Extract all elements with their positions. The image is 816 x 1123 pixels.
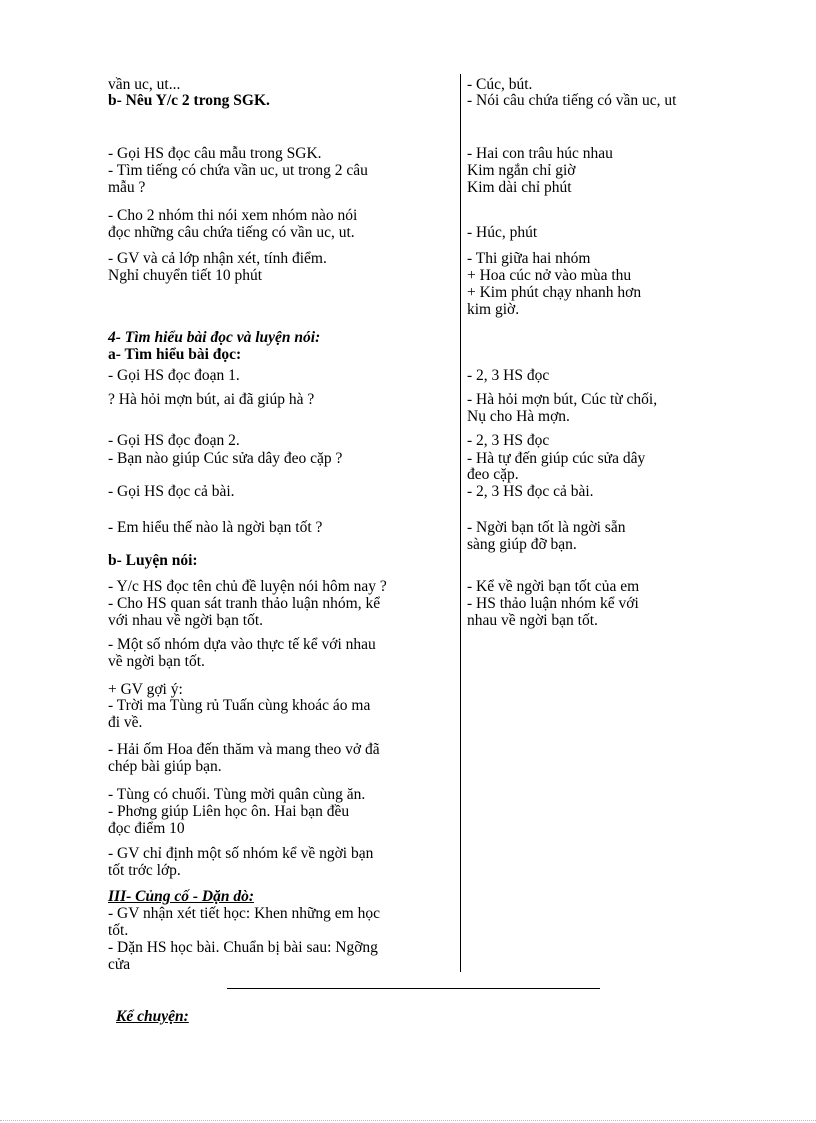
teacher-text-line: b- Luyện nói: [108,552,198,569]
student-text-line: - Ngời bạn tốt là ngời sẵn [467,519,626,536]
teacher-text-line: - Gọi HS đọc cả bài. [108,483,235,500]
teacher-text-line: tốt trớc lớp. [108,862,181,879]
student-text-line: - 2, 3 HS đọc [467,432,550,449]
student-text-line: + Kim phút chạy nhanh hơn [467,284,642,301]
student-text-line: - Thi giữa hai nhóm [467,250,591,267]
teacher-text-line: - Cho 2 nhóm thi nói xem nhóm nào nói [108,207,358,224]
teacher-text-line: ? Hà hỏi mợn bút, ai đã giúp hà ? [108,391,315,408]
teacher-text-line: - Bạn nào giúp Cúc sửa dây đeo cặp ? [108,450,343,467]
student-text-line: - 2, 3 HS đọc cả bài. [467,483,594,500]
student-text-line: - Hà tự đến giúp cúc sửa dây [467,450,646,467]
teacher-text-line: - Trời ma Tùng rủ Tuấn cùng khoác áo ma [108,697,371,714]
teacher-text-line: vần uc, ut... [108,76,181,93]
student-text-line: - Nói câu chứa tiếng có vần uc, ut [467,92,677,109]
student-text-line: - Cúc, bút. [467,76,533,93]
student-text-line: Nụ cho Hà mợn. [467,408,570,425]
teacher-text-line: - GV nhận xét tiết học: Khen những em học [108,905,380,922]
teacher-text-line: - Gọi HS đọc câu mẫu trong SGK. [108,145,322,162]
student-text-line: - Hà hỏi mợn bút, Cúc từ chối, [467,391,658,408]
teacher-text-line: - GV chỉ định một số nhóm kể về ngời bạn [108,845,374,862]
teacher-text-line: về ngời bạn tốt. [108,653,205,670]
teacher-text-line: cửa [108,956,131,973]
teacher-text-line: - Một số nhóm dựa vào thực tế kể với nhau [108,636,376,653]
teacher-text-line: chép bài giúp bạn. [108,758,222,775]
section-separator-line [227,988,600,989]
student-text-line: - HS thảo luận nhóm kể với [467,595,639,612]
teacher-text-line: - Em hiểu thế nào là ngời bạn tốt ? [108,519,323,536]
teacher-text-line: - Cho HS quan sát tranh thảo luận nhóm, kể [108,595,381,612]
teacher-text-line: III- Củng cố - Dặn dò: [108,888,254,905]
teacher-text-line: - Gọi HS đọc đoạn 2. [108,432,240,449]
student-text-line: - Húc, phút [467,224,538,241]
student-text-line: nhau về ngời bạn tốt. [467,612,598,629]
teacher-text-line: - Tìm tiếng có chứa vần uc, ut trong 2 câu [108,162,368,179]
teacher-text-line: với nhau về ngời bạn tốt. [108,612,264,629]
teacher-text-line: - Y/c HS đọc tên chủ đề luyện nói hôm nay ? [108,578,387,595]
teacher-text-line: tốt. [108,922,129,939]
teacher-text-line: đọc những câu chứa tiếng có vần uc, ut. [108,224,355,241]
teacher-text-line: - Phơng giúp Liên học ôn. Hai bạn đều [108,803,350,820]
teacher-text-line: mẫu ? [108,179,146,196]
teacher-text-line: - Tùng có chuối. Tùng mời quân cùng ăn. [108,786,366,803]
student-text-line: - 2, 3 HS đọc [467,367,550,384]
student-text-line: Kim dài chỉ phút [467,179,572,196]
student-text-line: kim giờ. [467,301,520,318]
teacher-text-line: - Gọi HS đọc đoạn 1. [108,367,240,384]
student-text-line: đeo cặp. [467,466,519,483]
story-telling-heading: Kể chuyện: [116,1008,189,1025]
teacher-text-line: Nghỉ chuyển tiết 10 phút [108,267,263,284]
teacher-text-line: b- Nêu Y/c 2 trong SGK. [108,92,270,109]
student-text-line: Kim ngắn chỉ giờ [467,162,576,179]
teacher-text-line: đọc điểm 10 [108,820,185,837]
teacher-text-line: - GV và cả lớp nhận xét, tính điểm. [108,250,327,267]
page-bottom-border [0,1120,816,1121]
teacher-text-line: 4- Tìm hiểu bài đọc và luyện nói: [108,329,321,346]
teacher-text-line: - Hải ốm Hoa đến thăm và mang theo vở đã [108,741,380,758]
student-text-line: sàng giúp đỡ bạn. [467,536,577,553]
teacher-text-line: - Dặn HS học bài. Chuẩn bị bài sau: Ngỡng [108,939,378,956]
student-text-line: - Hai con trâu húc nhau [467,145,613,162]
teacher-text-line: đi về. [108,714,143,731]
student-text-line: + Hoa cúc nở vào mùa thu [467,267,632,284]
teacher-text-line: + GV gợi ý: [108,681,183,698]
column-divider [460,74,461,972]
teacher-text-line: a- Tìm hiểu bài đọc: [108,346,242,363]
student-text-line: - Kể về ngời bạn tốt của em [467,578,640,595]
